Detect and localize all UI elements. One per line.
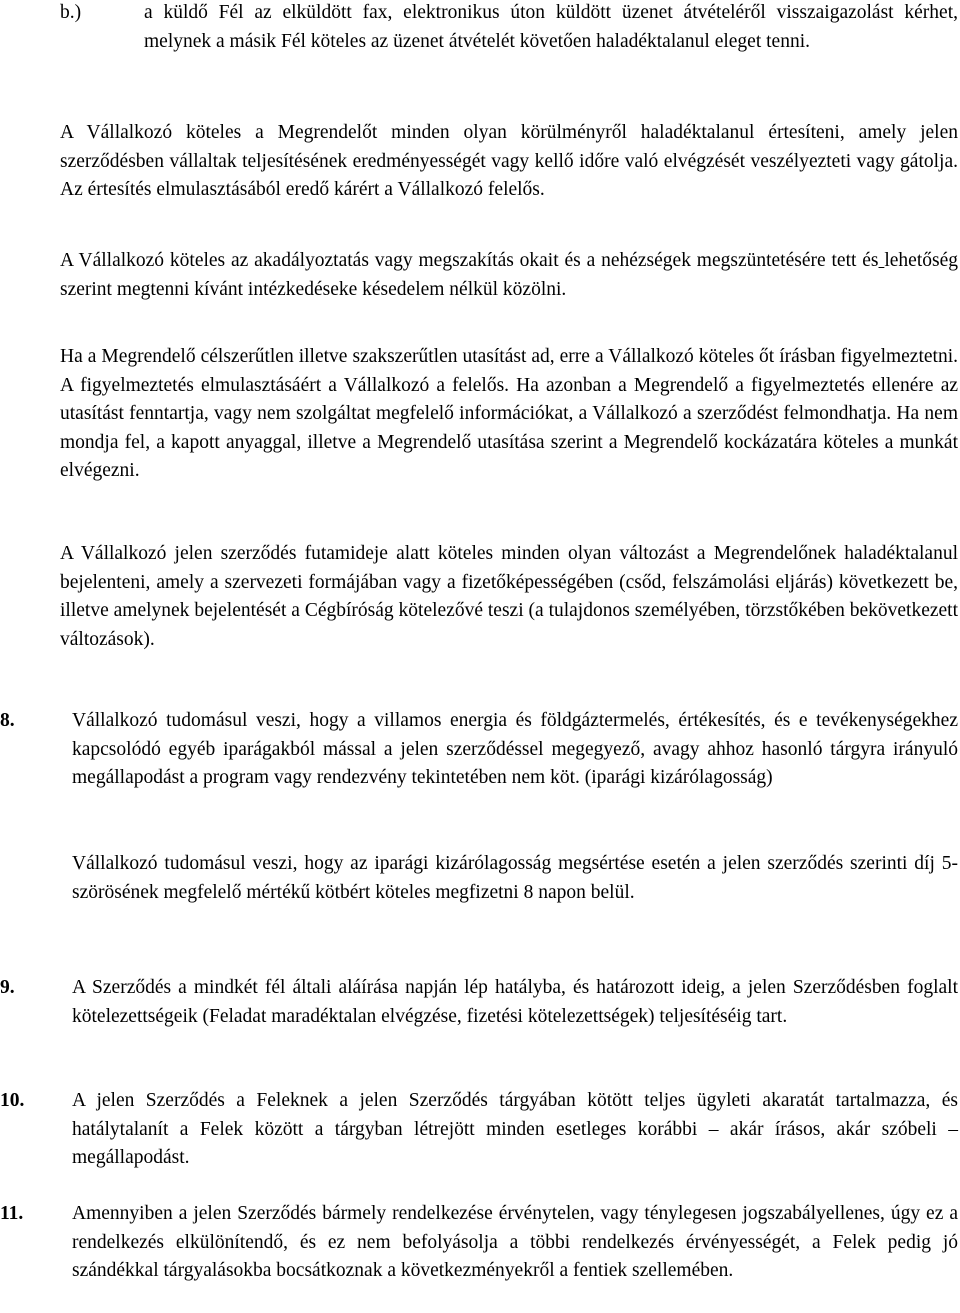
paragraph-changes: A Vállalkozó jelen szerződés futamideje alatt köteles minden olyan változást a Megrendelőnek haladéktalanul bejelenteni, amely a szervezeti formájában vagy a fizetőképességében (csőd, felszámolási eljárás) következett be, illetve amelynek bejelentését a Cégbíróság kötelezővé teszi (a tulajdonos személyében, törzstőkében bekövetkezett változások). (60, 543, 958, 650)
section-number-8: 8. (0, 710, 15, 731)
section-10-text: A jelen Szerződés a Feleknek a jelen Szerződés tárgyában kötött teljes ügyleti akaratát tartalmazza, és hatálytalanít a Felek között a tárgyban létrejött minden esetleges korábbi – akár írásos, akár szóbeli – megállapodást. (72, 1090, 958, 1169)
paragraph-instructions: Ha a Megrendelő célszerűtlen illetve szakszerűtlen utasítást ad, erre a Vállalkozó köteles őt írásban figyelmeztetni. A figyelmeztetés elmulasztásáért a Vállalkozó a felelős. Ha azonban a Megrendelő a figyelmeztetés ellenére az utasítást fenntartja, vagy nem szolgáltat megfelelő információkat, a Vállalkozó a szerződést felmondhatja. Ha nem mondja fel, a kapott anyaggal, illetve a Megrendelő utasítása szerint a Megrendelő kockázatára köteles a munkát elvégezni. (60, 346, 958, 482)
paragraph-obstruction-part1: A Vállalkozó köteles az akadályoztatás vagy megszakítás okait és a nehézségek megszüntetésére tett és (60, 250, 879, 271)
section-number-9: 9. (0, 977, 15, 998)
paragraph-obstruction-part2: lehetőség szerint megtenni kívánt intézkedéseke késedelem nélkül közölni. (60, 250, 958, 300)
section-number-10: 10. (0, 1090, 25, 1111)
item-b-label: b.) (60, 2, 82, 23)
paragraph-notification: A Vállalkozó köteles a Megrendelőt minden olyan körülményről haladéktalanul értesíteni, amely jelen szerződésben vállaltak teljesítésének eredményességét vagy kellő időre való elvégzését veszélyezteti vagy gátolja. Az értesítés elmulasztásából eredő kárért a Vállalkozó felelős. (60, 122, 958, 201)
item-b-text: a küldő Fél az elküldött fax, elektronikus úton küldött üzenet átvételéről visszaigazolást kérhet, melynek a másik Fél köteles az üzenet átvételét követően haladéktalanul eleget tenni. (144, 2, 958, 52)
section-8-text: Vállalkozó tudomásul veszi, hogy a villamos energia és földgáztermelés, értékesítés, és e tevékenységekhez kapcsolódó egyéb iparágakból mással a jelen szerződéssel megegyező, avagy ahhoz hasonló tárgyra irányuló megállapodást a program vagy rendezvény tekintetében nem köt. (iparági kizárólagosság) (72, 710, 958, 789)
section-8-penalty-text: Vállalkozó tudomásul veszi, hogy az iparági kizárólagosság megsértése esetén a jelen szerződés szerinti díj 5-szörösének megfelelő mértékű kötbért köteles megfizetni 8 napon belül. (72, 853, 958, 903)
paragraph-obstruction (60, 247, 958, 304)
section-9-text: A Szerződés a mindkét fél általi aláírása napján lép hatályba, és határozott ideig, a jelen Szerződésben foglalt kötelezettségeik (Feladat maradéktalan elvégzése, fizetési kötelezettségek) teljesítéséig tart. (72, 977, 958, 1027)
section-11-text: Amennyiben a jelen Szerződés bármely rendelkezése érvénytelen, vagy ténylegesen jogszabályellenes, úgy ez a rendelkezés elkülönítendő, és ez nem befolyásolja a többi rendelkezés érvényességét, a Felek pedig jó szándékkal tárgyalásokba bocsátkoznak a következményekről a fentiek szellemében. (72, 1203, 958, 1282)
section-number-11: 11. (0, 1203, 24, 1224)
